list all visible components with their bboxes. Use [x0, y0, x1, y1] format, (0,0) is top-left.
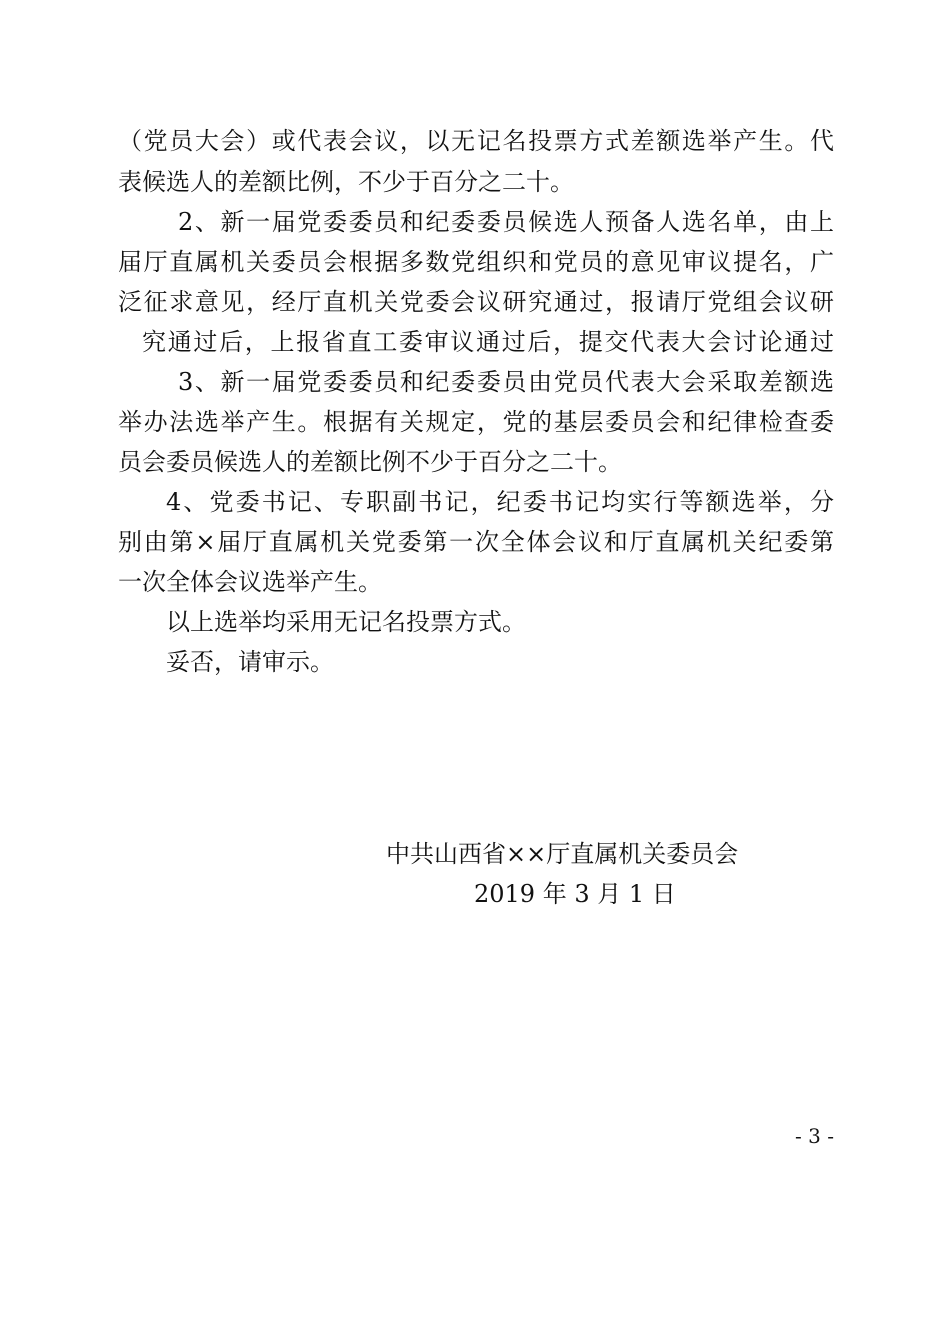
page-number: - 3 - — [795, 1124, 834, 1148]
body-text-line-1: （党员大会）或代表会议，以无记名投票方式差额选举产生。代 — [118, 127, 834, 155]
body-text-line-13: 以上选举均采用无记名投票方式。 — [166, 608, 526, 636]
body-text-line-10: 4、党委书记、专职副书记，纪委书记均实行等额选举，分 — [166, 488, 834, 516]
body-text-line-6: 究通过后，上报省直工委审议通过后，提交代表大会讨论通过 — [142, 328, 834, 356]
body-text-line-2: 表候选人的差额比例，不少于百分之二十。 — [118, 168, 574, 196]
body-text-line-4: 届厅直属机关委员会根据多数党组织和党员的意见审议提名，广 — [118, 248, 834, 276]
body-text-line-11: 别由第×届厅直属机关党委第一次全体会议和厅直属机关纪委第 — [118, 528, 834, 556]
body-text-line-5: 泛征求意见，经厅直机关党委会议研究通过，报请厅党组会议研 — [118, 288, 834, 316]
signature-organization: 中共山西省××厅直属机关委员会 — [386, 840, 739, 868]
body-text-line-14: 妥否，请审示。 — [166, 648, 334, 676]
signature-date: 2019 年 3 月 1 日 — [474, 880, 676, 908]
body-text-line-12: 一次全体会议选举产生。 — [118, 568, 382, 596]
body-text-line-3: 2、新一届党委委员和纪委委员候选人预备人选名单，由上 — [178, 208, 834, 236]
body-text-line-9: 员会委员候选人的差额比例不少于百分之二十。 — [118, 448, 622, 476]
body-text-line-7: 3、新一届党委委员和纪委委员由党员代表大会采取差额选 — [178, 368, 834, 396]
body-text-line-8: 举办法选举产生。根据有关规定，党的基层委员会和纪律检查委 — [118, 408, 834, 436]
